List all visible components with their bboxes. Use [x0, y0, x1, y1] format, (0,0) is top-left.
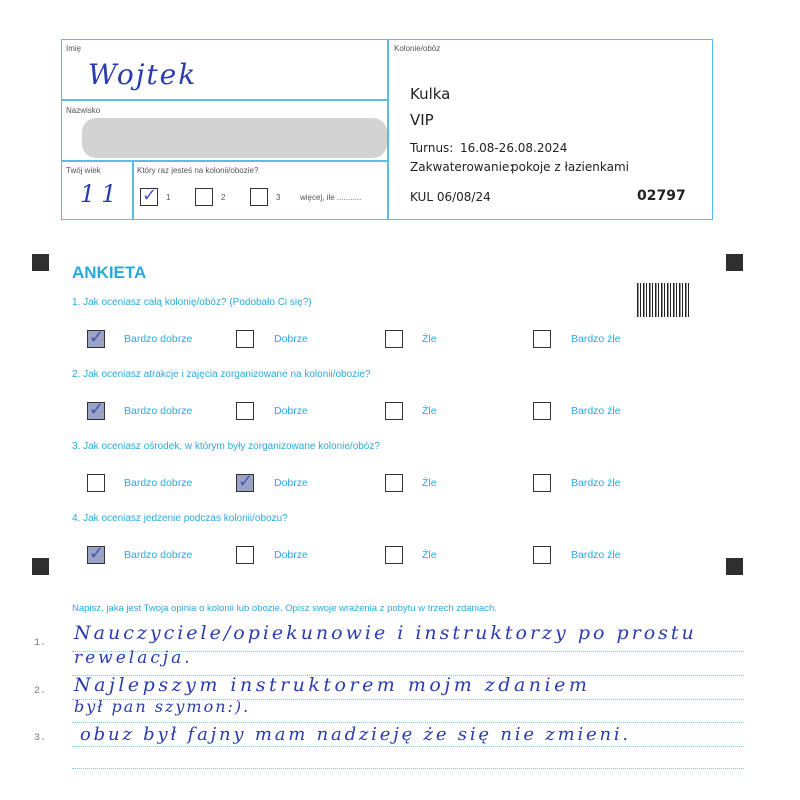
header-divider-1 [61, 99, 388, 101]
line-number-1: 1. [34, 638, 47, 649]
line-number-3: 3. [34, 733, 47, 744]
q1-option-bardzo-dobrze-checkbox[interactable] [87, 327, 105, 348]
q4-option-dobrze-checkbox[interactable] [236, 546, 254, 564]
form-number: 02797 [637, 188, 686, 204]
q1-option-zle-label: Źle [422, 333, 437, 345]
q3-option-dobrze-checkbox[interactable] [236, 471, 254, 492]
q4-option-bardzo-dobrze-label: Bardzo dobrze [124, 549, 193, 561]
question-3-text: 3. Jak oceniasz ośrodek, w którym były zorganizowane kolonie/obóz? [72, 441, 380, 452]
q2-option-dobrze-label: Dobrze [274, 405, 308, 417]
name-value[interactable]: Wojtek [88, 58, 198, 91]
registration-marker-bottom-left [32, 558, 49, 575]
q4-option-dobrze-label: Dobrze [274, 549, 308, 561]
turnus-label: Turnus: [410, 141, 454, 155]
q1-option-bardzo-zle-label: Bardzo źle [571, 333, 621, 345]
camp-label: Kolonie/obóz [394, 44, 441, 53]
visit-option-1-label: 1 [166, 193, 171, 202]
q1-option-bardzo-dobrze-label: Bardzo dobrze [124, 333, 193, 345]
q1-option-dobrze-label: Dobrze [274, 333, 308, 345]
lodging-label: Zakwaterowanie: [410, 160, 514, 174]
q4-option-zle-label: Źle [422, 549, 437, 561]
opinion-line-3[interactable]: Najlepszym instruktorem mojm zdaniem [74, 674, 591, 696]
q3-option-bardzo-zle-label: Bardzo źle [571, 477, 621, 489]
q3-option-bardzo-dobrze-label: Bardzo dobrze [124, 477, 193, 489]
lodging-value: pokoje z łazienkami [511, 160, 629, 174]
q2-option-bardzo-dobrze-checkbox[interactable] [87, 399, 105, 420]
camp-code: KUL 06/08/24 [410, 190, 491, 204]
q4-option-zle-checkbox[interactable] [385, 546, 403, 564]
q3-option-bardzo-dobrze-checkbox[interactable] [87, 474, 105, 492]
header-divider-2 [61, 160, 388, 162]
surname-label: Nazwisko [66, 106, 101, 115]
checkmark-icon: ✓ [89, 399, 105, 420]
visit-option-1-checkbox[interactable] [140, 185, 158, 206]
header-divider-3 [132, 160, 134, 220]
checkmark-icon: ✓ [89, 543, 105, 564]
checkmark-icon: ✓ [89, 327, 105, 348]
q2-option-dobrze-checkbox[interactable] [236, 402, 254, 420]
visit-option-more-label: więcej, ile ........... [300, 193, 362, 202]
writing-line [72, 746, 744, 747]
camp-name: Kulka [410, 85, 451, 103]
opinion-line-2[interactable]: rewelacja. [74, 648, 193, 668]
checkmark-icon: ✓ [142, 185, 158, 206]
q4-option-bardzo-dobrze-checkbox[interactable] [87, 543, 105, 564]
writing-line [72, 768, 744, 769]
visit-label: Który raz jesteś na kolonii/obozie? [137, 166, 259, 175]
camp-type: VIP [410, 111, 434, 129]
opinion-line-4[interactable]: był pan szymon:). [74, 697, 251, 716]
q2-option-bardzo-zle-label: Bardzo źle [571, 405, 621, 417]
registration-marker-top-right [726, 254, 743, 271]
q3-option-zle-label: Źle [422, 477, 437, 489]
q2-option-zle-checkbox[interactable] [385, 402, 403, 420]
name-label: Imię [66, 44, 82, 53]
q2-option-bardzo-zle-checkbox[interactable] [533, 402, 551, 420]
question-2-text: 2. Jak oceniasz atrakcje i zajęcia zorganizowane na kolonii/obozie? [72, 369, 371, 380]
visit-option-2-checkbox[interactable] [195, 188, 213, 206]
q3-option-zle-checkbox[interactable] [385, 474, 403, 492]
question-1-text: 1. Jak oceniasz całą kolonię/obóz? (Podobało Ci się?) [72, 297, 312, 308]
visit-option-3-label: 3 [276, 193, 281, 202]
header-divider-vertical [387, 39, 389, 220]
q3-option-bardzo-zle-checkbox[interactable] [533, 474, 551, 492]
turnus-value: 16.08-26.08.2024 [460, 141, 568, 155]
registration-marker-bottom-right [726, 558, 743, 575]
checkmark-icon: ✓ [238, 471, 254, 492]
opinion-line-1[interactable]: Nauczyciele/opiekunowie i instruktorzy po prostu [74, 622, 697, 644]
visit-option-3-checkbox[interactable] [250, 188, 268, 206]
opinion-line-5[interactable]: obuz był fajny mam nadzieję że się nie zmieni. [80, 724, 631, 745]
q4-option-bardzo-zle-checkbox[interactable] [533, 546, 551, 564]
q2-option-bardzo-dobrze-label: Bardzo dobrze [124, 405, 193, 417]
barcode-icon [637, 283, 691, 317]
opinion-prompt: Napisz, jaka jest Twoja opinia o kolonii lub obozie. Opisz swoje wrażenia z pobytu w trzech zdaniach. [72, 603, 497, 614]
survey-title: ANKIETA [72, 263, 147, 282]
age-value[interactable]: 11 [80, 180, 123, 208]
writing-line [72, 722, 744, 723]
surname-redacted [82, 118, 387, 158]
q1-option-bardzo-zle-checkbox[interactable] [533, 330, 551, 348]
age-label: Twój wiek [66, 166, 101, 175]
q2-option-zle-label: Źle [422, 405, 437, 417]
q4-option-bardzo-zle-label: Bardzo źle [571, 549, 621, 561]
question-4-text: 4. Jak oceniasz jedzenie podczas kolonii/obozu? [72, 513, 288, 524]
line-number-2: 2. [34, 686, 47, 697]
visit-option-2-label: 2 [221, 193, 226, 202]
registration-marker-top-left [32, 254, 49, 271]
q1-option-zle-checkbox[interactable] [385, 330, 403, 348]
q1-option-dobrze-checkbox[interactable] [236, 330, 254, 348]
q3-option-dobrze-label: Dobrze [274, 477, 308, 489]
